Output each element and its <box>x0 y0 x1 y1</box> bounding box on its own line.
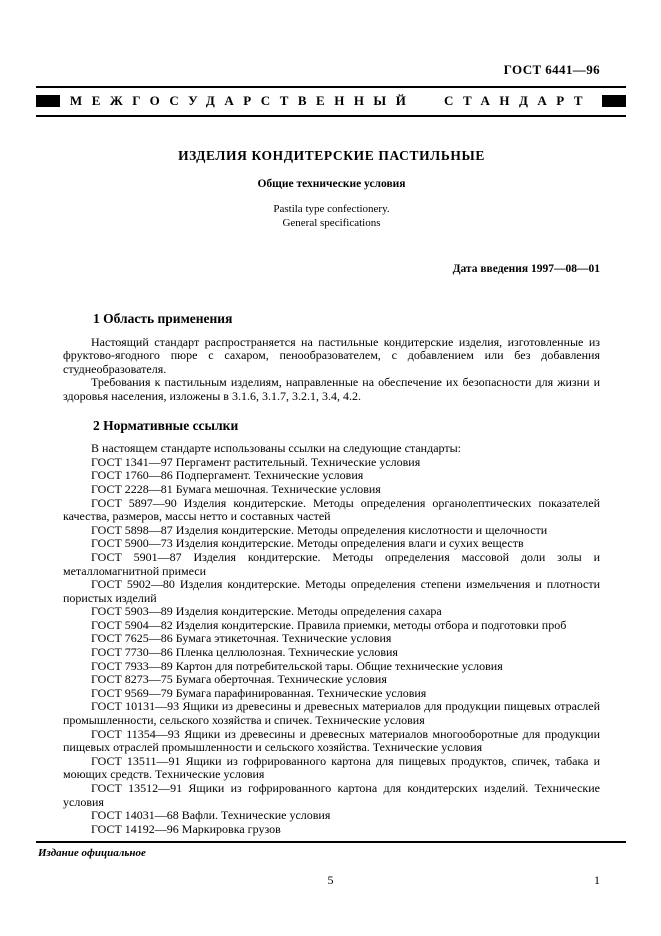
section-heading-scope: 1 Область применения <box>93 311 233 326</box>
reference-item: ГОСТ 5902—80 Изделия кондитерские. Методы определения степени измельчения и плотности пористых изделий <box>63 577 600 605</box>
scope-paragraph-2: Требования к пастильным изделиям, направленные на обеспечение их безопасности для жизни и здоровья населения, изложены в 3.1.6, 3.1.7, 3.2.1, 3.4, 4.2. <box>63 375 600 403</box>
scope-paragraph-1: Настоящий стандарт распространяется на пастильные кондитерские изделия, изготовленные из фруктово-ягодного пюре с сахаром, пенообразователем, с добавлением или без добавления студнеобразователя. <box>63 334 600 376</box>
document-title-english <box>63 202 600 230</box>
reference-item: ГОСТ 5900—73 Изделия кондитерские. Методы определения влаги и сухих веществ <box>91 536 524 551</box>
effective-date: Дата введения 1997—08—01 <box>452 263 600 275</box>
reference-item: ГОСТ 2228—81 Бумага мешочная. Технические условия <box>91 481 381 496</box>
edition-note: Издание официальное <box>38 847 146 859</box>
banner-left-mark <box>36 95 60 107</box>
document-title: ИЗДЕЛИЯ КОНДИТЕРСКИЕ ПАСТИЛЬНЫЕ <box>178 148 485 163</box>
reference-item: ГОСТ 7933—89 Картон для потребительской тары. Общие технические условия <box>91 658 503 673</box>
reference-item: ГОСТ 1760—86 Подпергамент. Технические условия <box>91 468 364 483</box>
reference-item: ГОСТ 5897—90 Изделия кондитерские. Методы определения органолептических показателей качества, размеров, массы нетто и составных частей <box>63 495 600 524</box>
reference-item: ГОСТ 9569—79 Бумага парафинированная. Технические условия <box>91 685 427 700</box>
reference-item: ГОСТ 5901—87 Изделия кондитерские. Методы определения массовой доли золы и металломагнитной примеси <box>63 549 600 578</box>
reference-item: ГОСТ 7625—86 Бумага этикеточная. Технические условия <box>91 631 392 646</box>
banner-row <box>36 88 626 115</box>
document-body <box>63 312 600 836</box>
reference-item: ГОСТ 13511—91 Ящики из гофрированного картона для пищевых продуктов, спичек, табака и моющих средств. Технические условия <box>63 753 600 782</box>
reference-item: ГОСТ 14031—68 Вафли. Технические условия <box>91 808 331 823</box>
standard-banner <box>36 86 626 117</box>
title-block <box>63 148 600 230</box>
reference-item: ГОСТ 7730—86 Пленка целлюлозная. Технические условия <box>91 645 398 660</box>
reference-item: ГОСТ 8273—75 Бумага оберточная. Технические условия <box>91 672 387 687</box>
footer-rule <box>36 841 626 843</box>
standard-code: ГОСТ 6441—96 <box>503 62 600 77</box>
references-list <box>63 456 600 837</box>
reference-item: ГОСТ 5904—82 Изделия кондитерские. Правила приемки, методы отбора и подготовки проб <box>91 617 567 632</box>
reference-item: ГОСТ 10131—93 Ящики из древесины и древесных материалов для продукции пищевых отраслей промышленности, сельского хозяйства и спичек. Технические условия <box>63 699 600 728</box>
document-title-english-line2: General specifications <box>282 217 381 229</box>
page-number-right: 1 <box>594 873 600 887</box>
reference-item: ГОСТ 1341—97 Пергамент растительный. Технические условия <box>91 454 421 469</box>
reference-item: ГОСТ 5903—89 Изделия кондитерские. Методы определения сахара <box>91 604 442 619</box>
section-heading-references: 2 Нормативные ссылки <box>93 417 239 433</box>
reference-item: ГОСТ 14192—96 Маркировка грузов <box>91 821 281 836</box>
banner-text: МЕЖГОСУДАРСТВЕННЫЙ СТАНДАРТ <box>69 93 593 108</box>
document-subtitle: Общие технические условия <box>257 178 406 190</box>
banner-bottom-rule <box>36 115 626 117</box>
page-number-center: 5 <box>327 873 334 887</box>
references-intro: В настоящем стандарте использованы ссылки на следующие стандарты: <box>91 441 462 456</box>
reference-item: ГОСТ 5898—87 Изделия кондитерские. Методы определения кислотности и щелочности <box>91 522 548 537</box>
banner-right-mark <box>602 95 626 107</box>
reference-item: ГОСТ 11354—93 Ящики из древесины и древесных материалов многооборотные для продукции пищевых отраслей промышленности и сельского хозяйства. Технические условия <box>63 726 600 755</box>
reference-item: ГОСТ 13512—91 Ящики из гофрированного картона для кондитерских изделий. Технические условия <box>63 781 600 809</box>
document-title-english-line1: Pastila type confectionery. <box>273 203 390 215</box>
